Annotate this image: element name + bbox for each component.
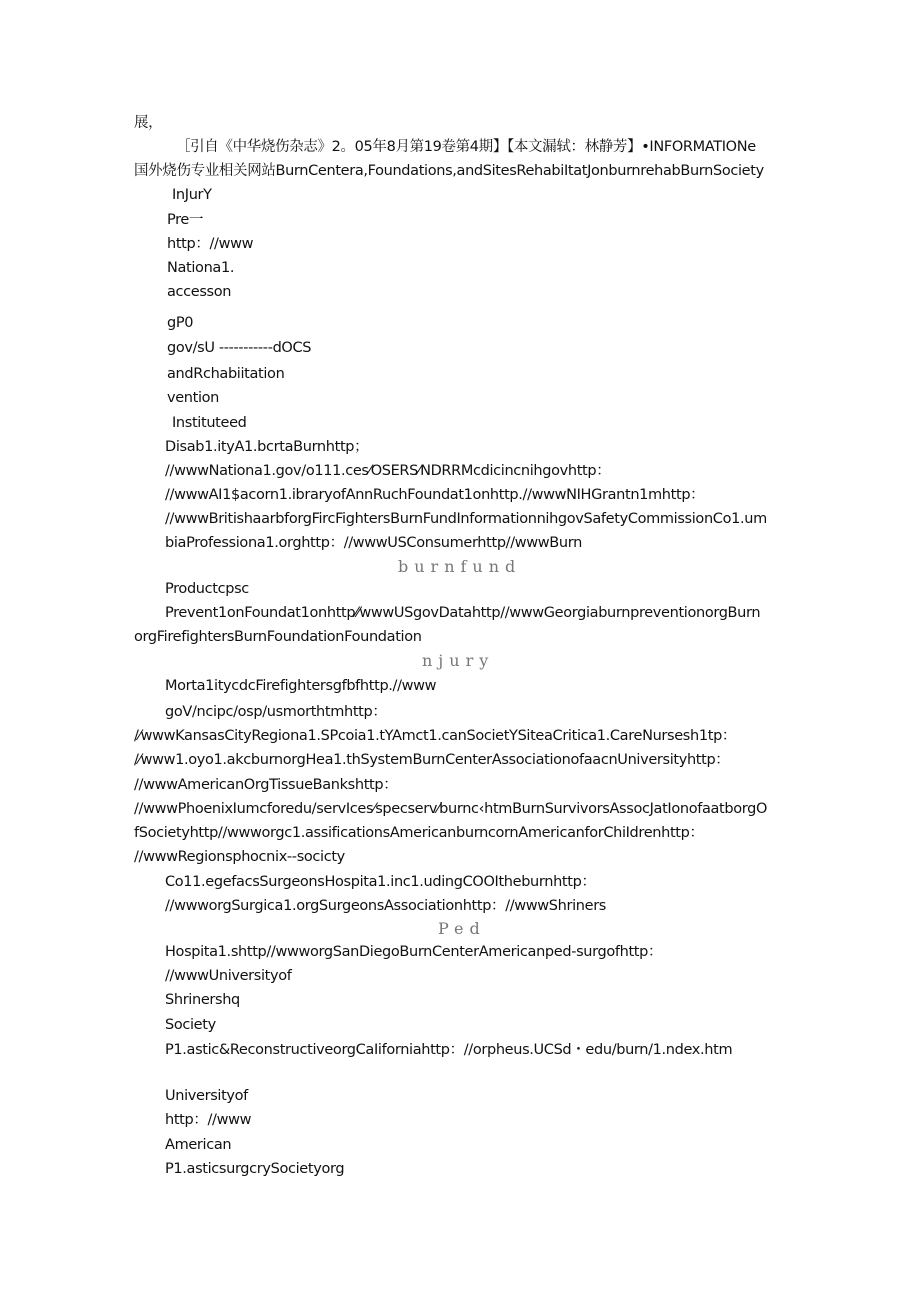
text-line: American xyxy=(165,1137,232,1153)
url-line: Co11.egefacsSurgeonsHospita1.inc1.udingCOOItheburnhttp： xyxy=(165,874,596,890)
text-line: Nationa1. xyxy=(167,260,235,276)
citation-line: ［引自《中华烧伤杂志》2。05年8月第19卷第4期】【本文漏轼：林静芳】•INFORMATIONe xyxy=(176,139,756,155)
text-line: vention xyxy=(167,390,220,406)
text-line: P1.asticsurgcrySocietyorg xyxy=(165,1161,345,1177)
text-line: 展， xyxy=(134,115,163,131)
text-line: gP0 xyxy=(167,315,194,331)
spaced-label: Ped xyxy=(438,919,486,938)
text-line: accesson xyxy=(167,284,232,300)
url-line: fSocietyhttp//wwworgc1.assificationsAmericanburncornAmericanforChiIdrenhttp： xyxy=(134,825,704,841)
text-line: Instituteed xyxy=(172,415,247,431)
text-line: andRchabiitation xyxy=(167,366,285,382)
url-line: //wwwUniversityof xyxy=(165,968,292,984)
text-line: Disab1.ityA1.bcrtaBurnhttp； xyxy=(165,439,369,455)
url-line: //wwworgSurgica1.orgSurgeonsAssociationhttp：//wwwShriners xyxy=(165,898,607,914)
url-line: //wwwNationa1.gov/o111.ces⁄OSERS⁄NDRRMcdicincnihgovhttp： xyxy=(165,463,611,479)
text-line: Pre一 xyxy=(167,212,204,228)
text-line: Society xyxy=(165,1017,216,1033)
url-line: //wwwPhoenixIumcforedu/servIces⁄specserv⁄burnc‹htmBurnSurvivorsAssocJatIonofaatborgO xyxy=(134,801,768,817)
text-line: orgFirefightersBurnFoundationFoundation xyxy=(134,629,422,645)
url-line: Morta1itycdcFirefightersgfbfhttp.//www xyxy=(165,678,437,694)
url-line: //wwwAI1$acorn1.ibraryofAnnRuchFoundat1onhttp.//wwwNIHGrantn1mhttp： xyxy=(165,487,705,503)
url-line: //wwwBritishaarbforgFircFightersBurnFundInformationnihgovSafetyCommissionCo1.um xyxy=(165,511,767,527)
url-line: //wwwAmericanOrgTissueBankshttp： xyxy=(134,777,398,793)
url-line: /⁄wwwKansasCityRegiona1.SPcoia1.tYAmct1.canSocietYSiteaCritica1.CareNursesh1tp： xyxy=(134,728,737,744)
url-line: biaProfessiona1.orghttp：//wwwUSConsumerhttp//wwwBurn xyxy=(165,535,582,551)
url-line: Hospita1.shttp//wwworgSanDiegoBurnCenterAmericanped-surgofhttp： xyxy=(165,944,663,960)
text-line: gov/sU -----------dOCS xyxy=(167,340,312,356)
text-line: http：//www xyxy=(167,236,254,252)
spaced-label: njury xyxy=(422,651,495,670)
text-line: Universityof xyxy=(165,1088,248,1104)
url-line: //wwwRegionsphocnix--socicty xyxy=(134,849,345,865)
text-line: Shrinershq xyxy=(165,992,240,1008)
spaced-label: burnfund xyxy=(398,557,522,576)
section-heading: 国外烧伤专业相关网站BurnCentera,Foundations,andSitesRehabiItatJonburnrehabBurnSociety xyxy=(134,163,764,179)
url-line: /⁄www1.oyo1.akcburnorgHea1.thSystemBurnCenterAssociationofaacnUniversityhttp： xyxy=(134,752,730,768)
text-line: http：//www xyxy=(165,1112,252,1128)
url-line: goV/ncipc/osp/usmorthtmhttp： xyxy=(165,704,387,720)
text-line: Productcpsc xyxy=(165,581,249,597)
url-line: P1.astic&ReconstructiveorgCaIiforniahttp：//orpheus.UCSd・edu/burn/1.ndex.htm xyxy=(165,1042,733,1058)
url-line: Prevent1onFoundat1onhttp⁄⁄wwwUSgovDatahttp//wwwGeorgiaburnpreventionorgBurn xyxy=(165,605,761,621)
text-line: InJurY xyxy=(172,187,212,203)
